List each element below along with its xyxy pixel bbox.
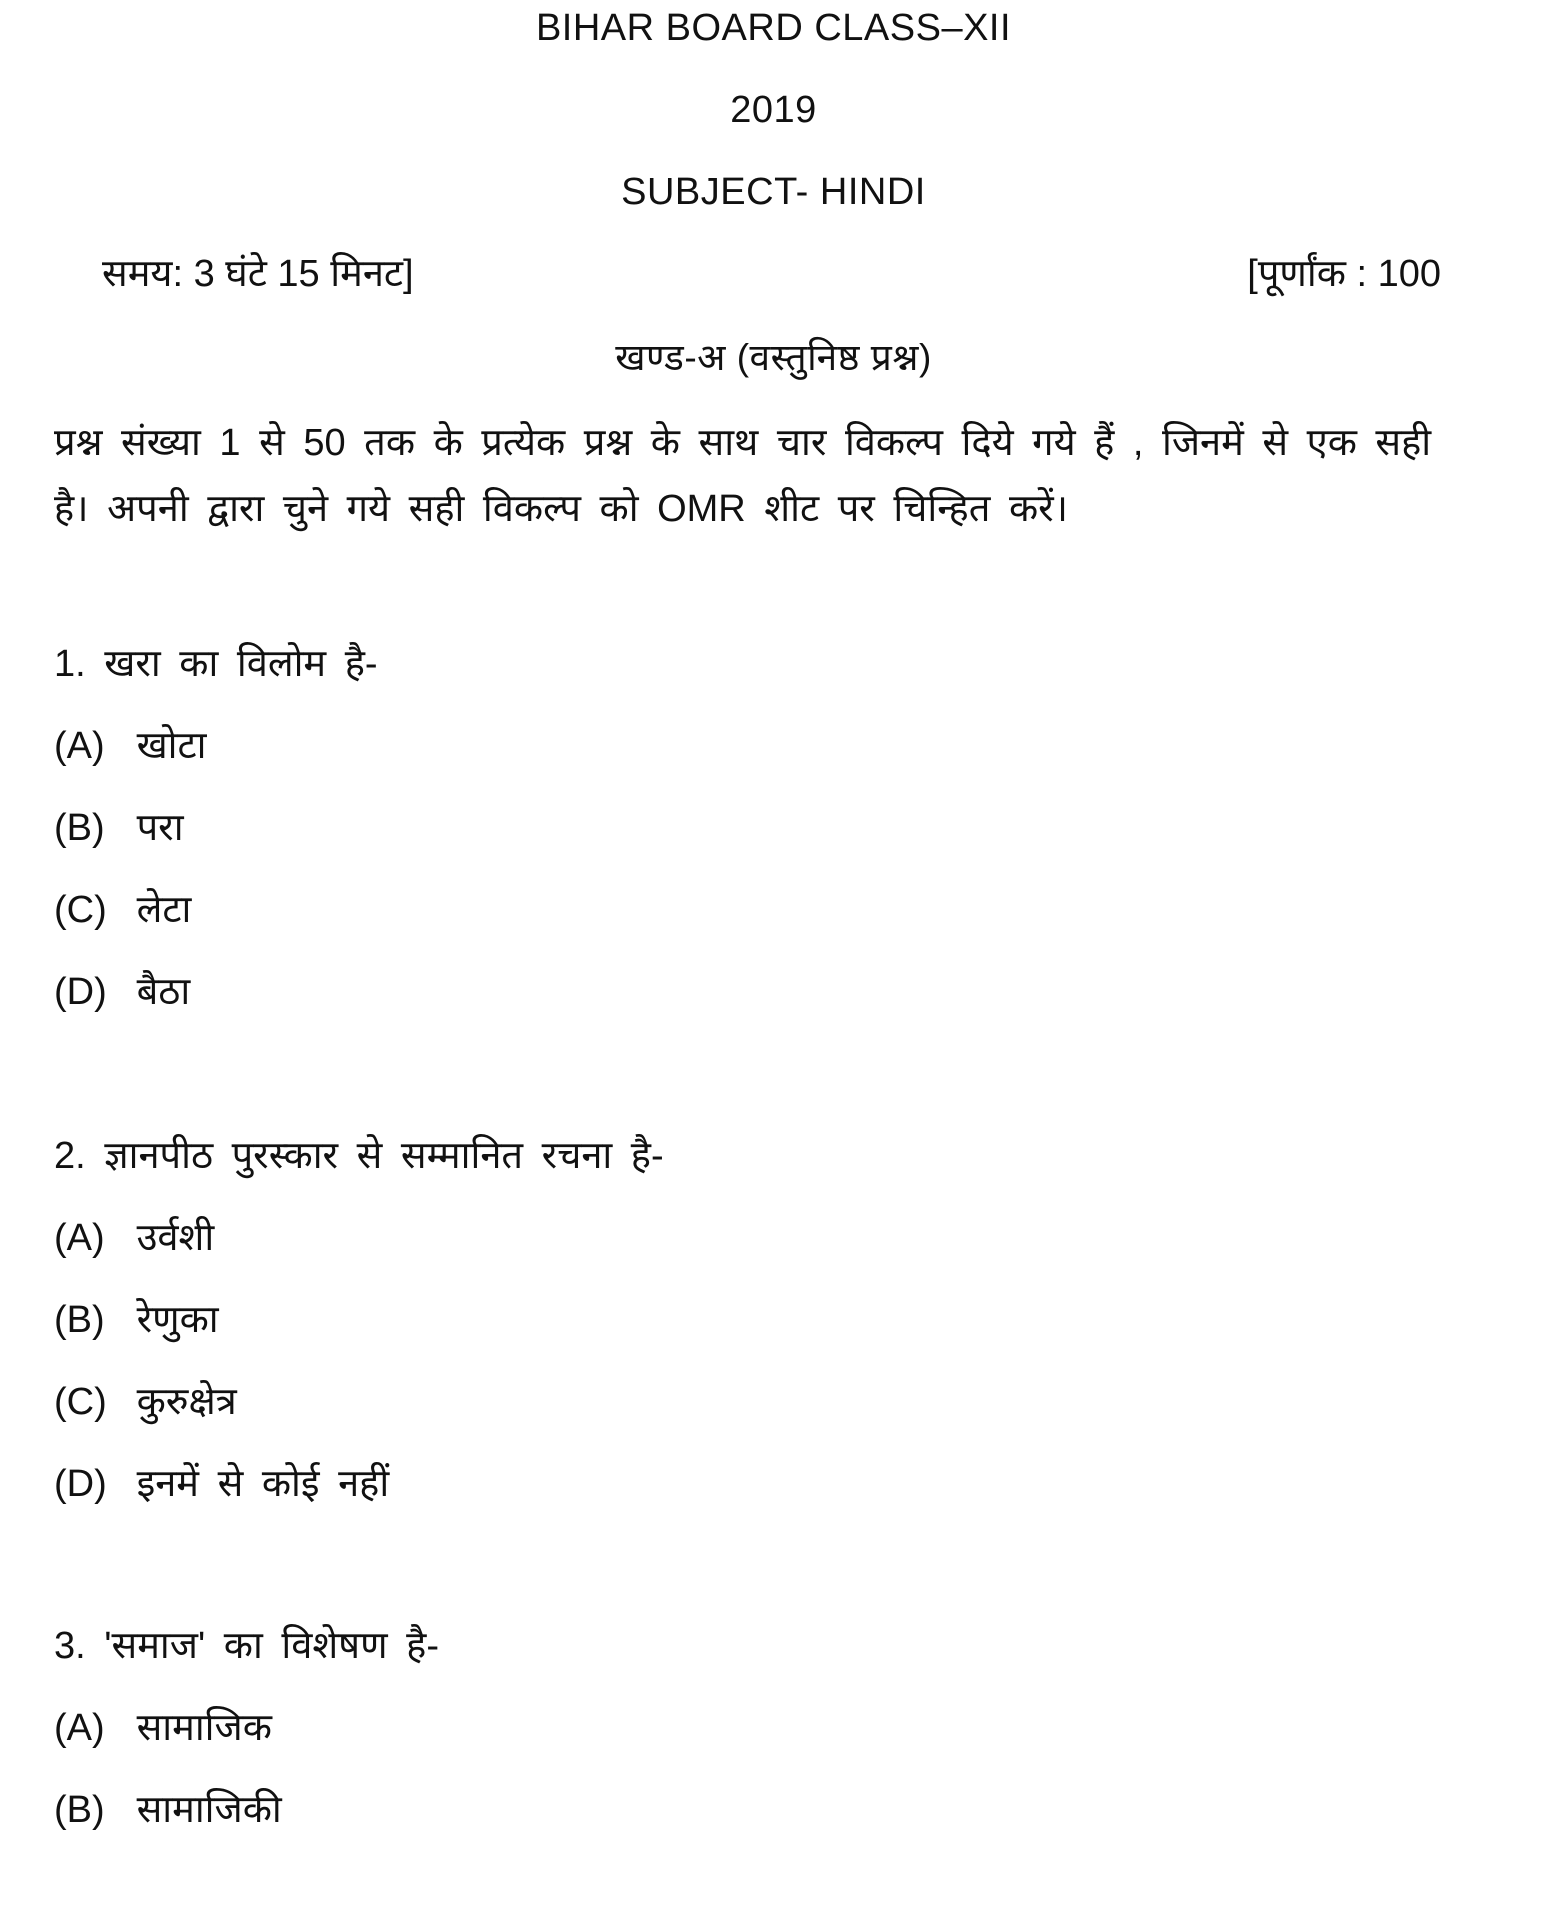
option-b xyxy=(54,1296,1454,1344)
option-label: (D) xyxy=(54,971,107,1013)
option-text: उर्वशी xyxy=(136,1217,215,1259)
option-b xyxy=(54,804,1454,852)
question-1 xyxy=(54,640,1454,1050)
option-text: कुरुक्षेत्र xyxy=(136,1381,237,1423)
option-label: (C) xyxy=(54,889,107,931)
option-text: परा xyxy=(136,807,184,849)
option-label: (D) xyxy=(54,1463,107,1505)
time-allowed: समय: 3 घंटे 15 मिनट] xyxy=(102,253,414,295)
option-b xyxy=(54,1786,1454,1834)
question-3 xyxy=(54,1622,1454,1868)
option-c xyxy=(54,1378,1454,1426)
paper-year: 2019 xyxy=(730,89,817,131)
option-label: (A) xyxy=(54,1217,105,1259)
option-c xyxy=(54,886,1454,934)
paper-subject: SUBJECT- HINDI xyxy=(621,171,926,213)
option-label: (A) xyxy=(54,725,105,767)
option-text: बैठा xyxy=(136,971,191,1013)
question-text: 3. 'समाज' का विशेषण है- xyxy=(54,1625,439,1667)
option-a xyxy=(54,1704,1454,1752)
option-a xyxy=(54,1214,1454,1262)
instructions-paragraph: प्रश्न संख्या 1 से 50 तक के प्रत्येक प्रश्न के साथ चार विकल्प दिये गये हैं , जिनमें से एक सही है। अपनी द्वारा चुने गये सही विकल्प को OMR शीट पर चिन्हित करें। xyxy=(54,422,1432,530)
full-marks: [पूर्णांक : 100 xyxy=(1247,253,1441,295)
question-2 xyxy=(54,1132,1454,1542)
question-text: 2. ज्ञानपीठ पुरस्कार से सम्मानित रचना है- xyxy=(54,1135,664,1177)
option-text: सामाजिकी xyxy=(136,1789,282,1831)
option-label: (B) xyxy=(54,807,105,849)
option-d xyxy=(54,1460,1454,1508)
option-text: खोटा xyxy=(136,725,207,767)
option-text: सामाजिक xyxy=(136,1707,272,1749)
option-text: रेणुका xyxy=(136,1299,219,1341)
paper-title: BIHAR BOARD CLASS–XII xyxy=(535,7,1012,49)
option-d xyxy=(54,968,1454,1016)
option-a xyxy=(54,722,1454,770)
option-label: (A) xyxy=(54,1707,105,1749)
section-heading: खण्ड-अ (वस्तुनिष्ठ प्रश्न) xyxy=(615,337,932,378)
option-text: लेटा xyxy=(136,889,192,931)
option-label: (B) xyxy=(54,1789,105,1831)
question-text: 1. खरा का विलोम है- xyxy=(54,643,378,685)
option-text: इनमें से कोई नहीं xyxy=(136,1463,390,1505)
option-label: (B) xyxy=(54,1299,105,1341)
option-label: (C) xyxy=(54,1381,107,1423)
